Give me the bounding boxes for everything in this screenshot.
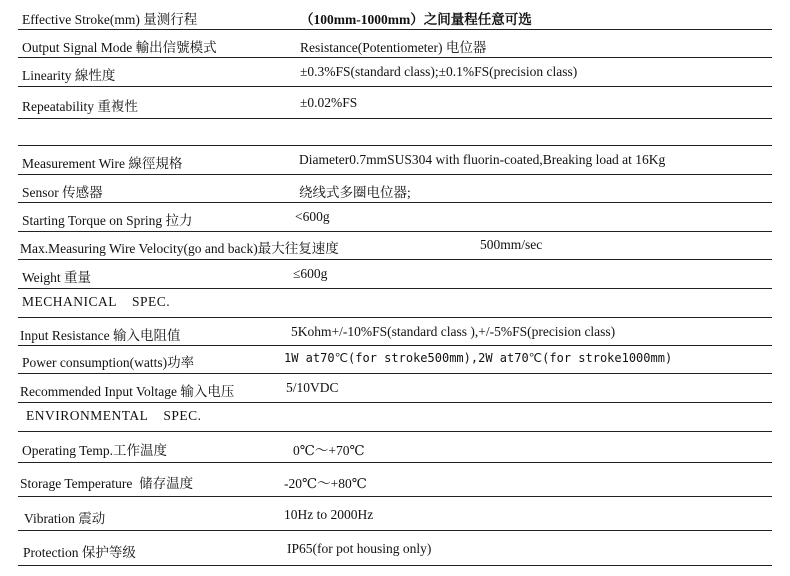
spec-label: Repeatability 重複性 [22, 99, 138, 114]
spec-row-linearity [18, 58, 772, 87]
spec-value: 5Kohm+/-10%FS(standard class ),+/-5%FS(precision class) [291, 324, 616, 339]
section-heading-environmental [18, 403, 772, 432]
spec-row-operating-temp [18, 432, 772, 463]
spec-row-repeatability [18, 87, 772, 119]
section-heading-mechanical [18, 289, 772, 318]
spec-value: ±0.02%FS [300, 95, 358, 110]
spec-label: Measurement Wire 線徑規格 [22, 156, 183, 171]
spec-row-starting-torque [18, 203, 772, 232]
spec-label: Sensor 传感器 [22, 185, 103, 200]
spec-label: Starting Torque on Spring 拉力 [22, 213, 193, 228]
spec-label: Protection 保护等级 [23, 545, 136, 560]
section-title: MECHANICAL SPEC. [22, 294, 171, 309]
spec-row-input-resistance [18, 318, 772, 346]
spec-row-max-velocity [18, 232, 772, 260]
spec-label: Effective Stroke(mm) 量测行程 [22, 12, 198, 27]
spec-label: Power consumption(watts)功率 [22, 355, 195, 370]
spec-row-protection [18, 531, 772, 566]
spec-label: Output Signal Mode 輸出信號模式 [22, 40, 217, 55]
spec-value: <600g [295, 209, 330, 224]
spec-value: ±0.3%FS(standard class);±0.1%FS(precision class) [300, 64, 578, 79]
spec-value: Resistance(Potentiometer) 电位器 [300, 40, 487, 55]
spec-value: 绕线式多圈电位器; [299, 185, 411, 200]
spec-row-output-signal [18, 30, 772, 58]
spec-row-sensor [18, 175, 772, 203]
spec-label: Max.Measuring Wire Velocity(go and back)最大往复速度 [20, 241, 339, 256]
spec-value: -20℃～+80℃ [284, 476, 367, 491]
section-title: ENVIRONMENTAL SPEC. [26, 408, 202, 423]
spec-row-measurement-wire [18, 146, 772, 175]
spec-label: Input Resistance 输入电阻值 [20, 328, 181, 343]
spec-row-weight [18, 260, 772, 289]
spec-value: 500mm/sec [480, 237, 543, 252]
spec-value: 10Hz to 2000Hz [284, 507, 374, 522]
spec-row-input-voltage [18, 374, 772, 403]
spec-value: 1W at70℃(for stroke500mm),2W at70℃(for stroke1000mm) [284, 351, 673, 365]
spec-value: ≤600g [293, 266, 328, 281]
spec-row-storage-temp [18, 463, 772, 497]
spec-label: Recommended Input Voltage 输入电压 [20, 384, 235, 399]
spec-label: Linearity 線性度 [22, 68, 116, 83]
spec-label: Operating Temp.工作温度 [22, 443, 168, 458]
spec-value: 5/10VDC [286, 380, 339, 395]
spec-spacer [18, 119, 772, 146]
spec-value: 0℃～+70℃ [293, 443, 365, 458]
spec-value: IP65(for pot housing only) [287, 541, 432, 556]
spec-label: Storage Temperature 储存温度 [20, 476, 194, 491]
spec-label: Weight 重量 [22, 270, 92, 285]
spec-value: Diameter0.7mmSUS304 with fluorin-coated,Breaking load at 16Kg [299, 152, 666, 167]
spec-row-vibration [18, 497, 772, 531]
spec-label: Vibration 震动 [24, 511, 106, 526]
spec-value: （100mm-1000mm）之间量程任意可选 [300, 12, 532, 27]
spec-row-effective-stroke [18, 3, 772, 30]
spec-row-power-consumption [18, 346, 772, 374]
